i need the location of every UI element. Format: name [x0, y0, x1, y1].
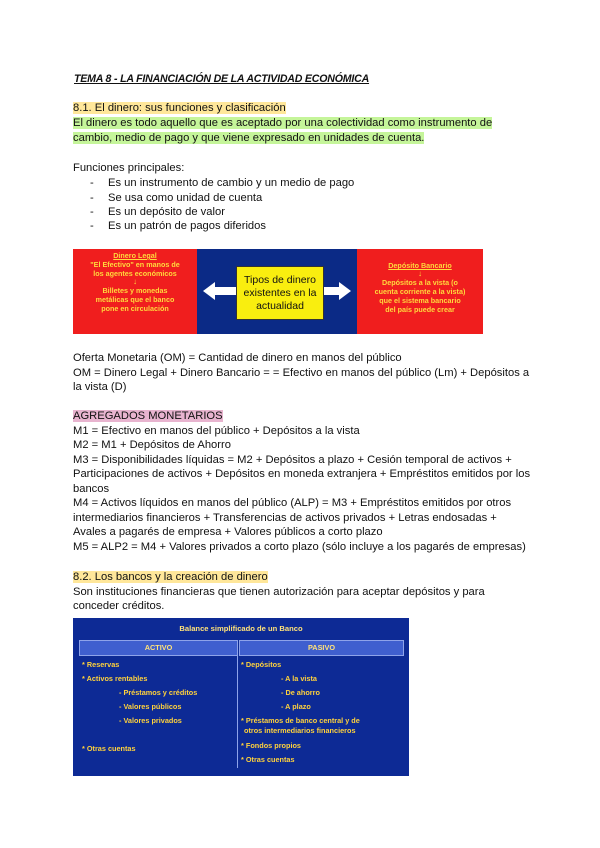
assets-header: ACTIVO	[79, 640, 238, 656]
asset-item: - Valores privados	[119, 716, 182, 725]
aggregate-line: intermediarios financieros + Transferencias de activos privados + Letras endosadas +	[73, 512, 497, 524]
money-types-box: Tipos de dinero existentes en la actualidad	[236, 266, 324, 320]
liability-item: * Fondos propios	[241, 741, 301, 750]
aggregate-line: Participaciones de activos + Depósitos en moneda extranjera + Empréstitos emitidos por los	[73, 468, 531, 480]
list-item: - Se usa como unidad de cuenta	[90, 192, 263, 204]
balance-title: Balance simplificado de un Banco	[179, 624, 303, 633]
definition-line-1: El dinero es todo aquello que es aceptado por una colectividad como instrumento de	[73, 117, 493, 129]
functions-title: Funciones principales:	[73, 162, 185, 174]
aggregate-line: M4 = Activos líquidos en manos del público (ALP) = M3 + Empréstitos emitidos por otros	[73, 497, 512, 509]
liability-item: - De ahorro	[281, 688, 320, 697]
aggregates-heading: AGREGADOS MONETARIOS	[73, 410, 223, 422]
liability-item: * Préstamos de banco central y de	[241, 716, 360, 725]
down-arrow-icon: ↓	[418, 269, 422, 278]
liability-item: - A la vista	[281, 674, 317, 683]
list-item: - Es un depósito de valor	[90, 206, 225, 218]
liability-item: - A plazo	[281, 702, 311, 711]
aggregate-line: M2 = M1 + Depósitos de Ahorro	[73, 439, 231, 451]
asset-item: * Otras cuentas	[82, 744, 136, 753]
bank-deposit-box: Depósito Bancario ↓ Depósitos a la vista (o cuenta corriente a la vista) que el sistema bancario del país puede crear	[357, 249, 483, 334]
liability-item: * Otras cuentas	[241, 755, 295, 764]
liability-item: * Depósitos	[241, 660, 282, 669]
list-item: - Es un patrón de pagos diferidos	[90, 220, 266, 232]
asset-item: * Activos rentables	[82, 674, 148, 683]
om-line-3: la vista (D)	[73, 381, 127, 393]
asset-item: - Valores públicos	[119, 702, 182, 711]
om-line-2: OM = Dinero Legal + Dinero Bancario = = Efectivo en manos del público (Lm) + Depósitos a	[73, 367, 530, 379]
aggregate-line: M1 = Efectivo en manos del público + Depósitos a la vista	[73, 425, 360, 437]
page-title: TEMA 8 - LA FINANCIACIÓN DE LA ACTIVIDAD ECONÓMICA	[74, 73, 370, 85]
om-line-1: Oferta Monetaria (OM) = Cantidad de dinero en manos del público	[73, 352, 402, 364]
aggregate-line: bancos	[73, 483, 110, 495]
down-arrow-icon: ↓	[133, 277, 137, 286]
banks-line-2: conceder créditos.	[73, 600, 165, 612]
aggregate-line: M5 = ALP2 = M4 + Valores privados a corto plazo (sólo incluye a los pagarés de empresas)	[73, 541, 526, 553]
list-item: - Es un instrumento de cambio y un medio de pago	[90, 177, 355, 189]
aggregate-line: M3 = Disponibilidades líquidas = M2 + Depósitos a plazo + Cesión temporal de activos +	[73, 454, 512, 466]
section-8-1-heading: 8.1. El dinero: sus funciones y clasificación	[73, 102, 286, 114]
liability-item: otros intermediarios financieros	[244, 726, 356, 735]
banks-line-1: Son instituciones financieras que tienen autorización para aceptar depósitos y para	[73, 586, 485, 598]
asset-item: * Reservas	[82, 660, 120, 669]
legal-money-box: Dinero Legal "El Efectivo" en manos de los agentes económicos ↓ Billetes y monedas metálicas que el banco pone en circulación	[73, 249, 197, 334]
aggregate-line: Avales a pagarés de empresa + Valores públicos a corto plazo	[73, 526, 383, 538]
column-divider	[237, 640, 238, 768]
definition-line-2: cambio, medio de pago y que viene expresado en unidades de cuenta.	[73, 132, 425, 144]
section-8-2-heading: 8.2. Los bancos y la creación de dinero	[73, 571, 268, 583]
money-types-diagram	[73, 249, 483, 334]
asset-item: - Préstamos y créditos	[119, 688, 198, 697]
bank-balance-table	[73, 618, 409, 776]
liabilities-header: PASIVO	[239, 640, 404, 656]
